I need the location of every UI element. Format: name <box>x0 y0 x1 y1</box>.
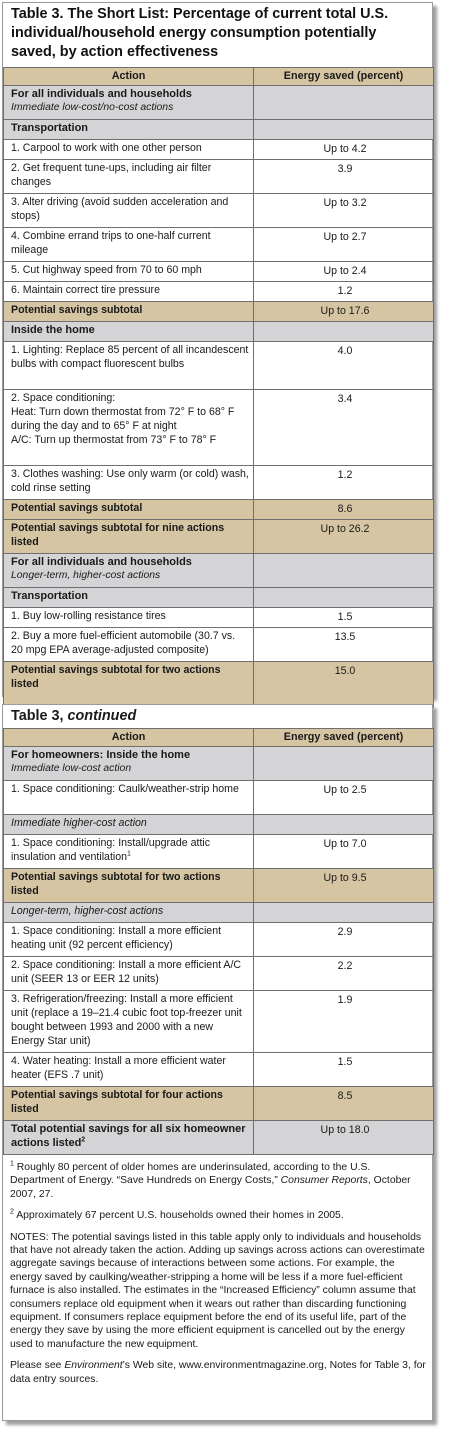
footnote-number: 2 <box>10 1208 14 1216</box>
footnote-ref: 2 <box>81 1136 86 1144</box>
subsection-label: Immediate higher-cost action <box>4 815 254 835</box>
subsection-label: Longer-term, higher-cost actions <box>4 903 254 923</box>
section-subheading: Immediate low-cost/no-cost actions <box>11 102 174 113</box>
subtotal-value: 15.0 <box>254 662 434 708</box>
subtotal-row <box>4 520 434 554</box>
total-text: Total potential savings for all six homeowner actions listed <box>11 1123 246 1149</box>
category-row <box>4 120 434 140</box>
action-cell: 3. Clothes washing: Use only warm (or cold) wash, cold rinse setting <box>4 466 254 500</box>
footnote-text: , October 2007, 27. <box>10 1175 411 1200</box>
table-row <box>4 282 434 302</box>
action-line: Heat: Turn down thermostat from 72° F to 68° F during the day and to 65° F at night <box>11 406 235 432</box>
value-cell: Up to 7.0 <box>254 835 434 869</box>
action-cell: 1. Space conditioning: Install a more efficient heating unit (92 percent efficiency) <box>4 923 254 957</box>
subtotal-row <box>4 869 434 903</box>
table-title-continued <box>3 705 432 728</box>
subtotal-row <box>4 302 434 322</box>
value-cell: 1.5 <box>254 1053 434 1087</box>
action-cell: 1. Space conditioning: Caulk/weather-strip home <box>4 781 254 815</box>
table-row <box>4 628 434 662</box>
footnote-italic: Consumer Reports <box>280 1175 368 1187</box>
section-heading: For all individuals and households <box>11 88 192 100</box>
action-cell: 5. Cut highway speed from 70 to 60 mph <box>4 262 254 282</box>
action-cell: 2. Space conditioning: Install a more efficient A/C unit (SEER 13 or EER 12 units) <box>4 957 254 991</box>
subtotal-value: 8.5 <box>254 1087 434 1121</box>
table-row <box>4 1053 434 1087</box>
sources-note <box>10 1359 426 1386</box>
subtotal-label: Potential savings subtotal for four actions listed <box>4 1087 254 1121</box>
action-cell <box>4 835 254 869</box>
footnote-text: Roughly 80 percent of older homes are underinsulated, according to the U.S. Department of Energy. “Save Hundreds on Energy Costs,” <box>10 1162 371 1187</box>
subtotal-label: Potential savings subtotal for two actions listed <box>4 869 254 903</box>
footnote-2 <box>10 1209 426 1222</box>
note-text: ’s Web site, www.environmentmagazine.org, Notes for Table 3, for data entry sources. <box>10 1360 426 1385</box>
total-row <box>4 1121 434 1155</box>
footnote-1 <box>10 1161 426 1201</box>
table-panel-main <box>2 2 433 697</box>
value-cell: 1.2 <box>254 282 434 302</box>
subtotal-label: Potential savings subtotal for nine actions listed <box>4 520 254 554</box>
table-row <box>4 835 434 869</box>
category-label: Inside the home <box>4 322 254 342</box>
table-row <box>4 923 434 957</box>
action-cell: 4. Water heating: Install a more efficient water heater (EFS .7 unit) <box>4 1053 254 1087</box>
section-subheading: Immediate low-cost action <box>11 763 132 774</box>
title-text: Table 3, <box>11 708 68 724</box>
value-cell: 3.4 <box>254 390 434 466</box>
subtotal-label: Potential savings subtotal <box>4 302 254 322</box>
table-row <box>4 781 434 815</box>
section-row <box>4 747 434 781</box>
subtotal-value: Up to 17.6 <box>254 302 434 322</box>
total-value: Up to 18.0 <box>254 1121 434 1155</box>
value-cell: Up to 2.4 <box>254 262 434 282</box>
category-label: Transportation <box>4 588 254 608</box>
value-cell: 3.9 <box>254 160 434 194</box>
table-header-row <box>4 729 434 747</box>
subtotal-value: Up to 26.2 <box>254 520 434 554</box>
action-cell: 1. Buy low-rolling resistance tires <box>4 608 254 628</box>
subtotal-label: Potential savings subtotal for two actions listed <box>4 662 254 708</box>
table-row <box>4 262 434 282</box>
action-cell: 3. Alter driving (avoid sudden acceleration and stops) <box>4 194 254 228</box>
col-header-energy: Energy saved (percent) <box>254 729 434 747</box>
action-cell: 1. Carpool to work with one other person <box>4 140 254 160</box>
subsection-row <box>4 903 434 923</box>
table-row <box>4 390 434 466</box>
subtotal-value: Up to 9.5 <box>254 869 434 903</box>
table-row <box>4 140 434 160</box>
savings-table-continued <box>3 728 434 1155</box>
footnote-number: 1 <box>10 1160 14 1168</box>
action-cell: 2. Buy a more fuel-efficient automobile (30.7 vs. 20 mpg EPA average-adjusted composite) <box>4 628 254 662</box>
note-italic: Environment <box>64 1360 123 1372</box>
action-line: 2. Space conditioning: <box>11 392 116 404</box>
action-cell: 3. Refrigeration/freezing: Install a more efficient unit (replace a 19–21.4 cubic foot top-freezer unit bought between 1993 and 2000 with a new Energy Star unit) <box>4 991 254 1053</box>
total-label <box>4 1121 254 1155</box>
col-header-energy: Energy saved (percent) <box>254 68 434 86</box>
section-heading: For homeowners: Inside the home <box>11 749 191 761</box>
action-cell: 4. Combine errand trips to one-half current mileage <box>4 228 254 262</box>
action-cell <box>4 390 254 466</box>
section-heading: For all individuals and households <box>11 556 192 568</box>
table-row <box>4 194 434 228</box>
value-cell: 2.2 <box>254 957 434 991</box>
table-panel-continued <box>2 704 433 1421</box>
subtotal-row <box>4 1087 434 1121</box>
subtotal-row <box>4 500 434 520</box>
category-label: Transportation <box>4 120 254 140</box>
subsection-row <box>4 815 434 835</box>
value-cell: 1.5 <box>254 608 434 628</box>
action-cell: 1. Lighting: Replace 85 percent of all incandescent bulbs with compact fluorescent bulbs <box>4 342 254 390</box>
action-text: 1. Space conditioning: Install/upgrade attic insulation and ventilation <box>11 837 211 863</box>
table-row <box>4 957 434 991</box>
table-header-row <box>4 68 434 86</box>
value-cell: Up to 2.5 <box>254 781 434 815</box>
subtotal-row <box>4 662 434 708</box>
note-text: Please see <box>10 1360 65 1372</box>
value-cell: Up to 4.2 <box>254 140 434 160</box>
footnote-text: Approximately 67 percent U.S. households owned their homes in 2005. <box>13 1210 344 1222</box>
title-italic: continued <box>67 708 137 724</box>
value-cell: 1.9 <box>254 991 434 1053</box>
table-row <box>4 608 434 628</box>
value-cell: 13.5 <box>254 628 434 662</box>
subtotal-label: Potential savings subtotal <box>4 500 254 520</box>
section-row <box>4 554 434 588</box>
table-notes <box>3 1155 432 1386</box>
table-row <box>4 342 434 390</box>
subtotal-value: 8.6 <box>254 500 434 520</box>
table-row <box>4 160 434 194</box>
table-row <box>4 991 434 1053</box>
value-cell: 4.0 <box>254 342 434 390</box>
action-cell: 2. Get frequent tune-ups, including air filter changes <box>4 160 254 194</box>
table-row <box>4 466 434 500</box>
section-row <box>4 86 434 120</box>
action-cell: 6. Maintain correct tire pressure <box>4 282 254 302</box>
category-row <box>4 322 434 342</box>
footnote-ref: 1 <box>127 850 131 858</box>
col-header-action: Action <box>4 68 254 86</box>
savings-table <box>3 67 434 708</box>
table-row <box>4 228 434 262</box>
table-title: Table 3. The Short List: Percentage of current total U.S. individual/household energy consumption potentially saved, by action effectiveness <box>11 6 389 60</box>
action-line: A/C: Turn up thermostat from 73° F to 78° F <box>11 434 217 446</box>
value-cell: Up to 3.2 <box>254 194 434 228</box>
value-cell: 1.2 <box>254 466 434 500</box>
section-subheading: Longer-term, higher-cost actions <box>11 570 161 581</box>
col-header-action: Action <box>4 729 254 747</box>
value-cell: 2.9 <box>254 923 434 957</box>
notes-paragraph: NOTES: The potential savings listed in this table apply only to individuals and households that have not already taken the action. Adding up savings across actions can overestimate aggregate savings because of interactions between some actions. For example, the energy saved by caulking/weather-stripping a home will be less if a more fuel-efficient furnace is also installed. The estimates in the “Increased Efficiency” column assume that consumers replace old equipment when it wears out rather than discarding functioning equipment. If consumers replace equipment before the end of its useful life, part of the energy they save by using the more efficient equipment is cancelled out by the energy used to manufacture the new equipment. <box>10 1231 425 1350</box>
category-row <box>4 588 434 608</box>
value-cell: Up to 2.7 <box>254 228 434 262</box>
